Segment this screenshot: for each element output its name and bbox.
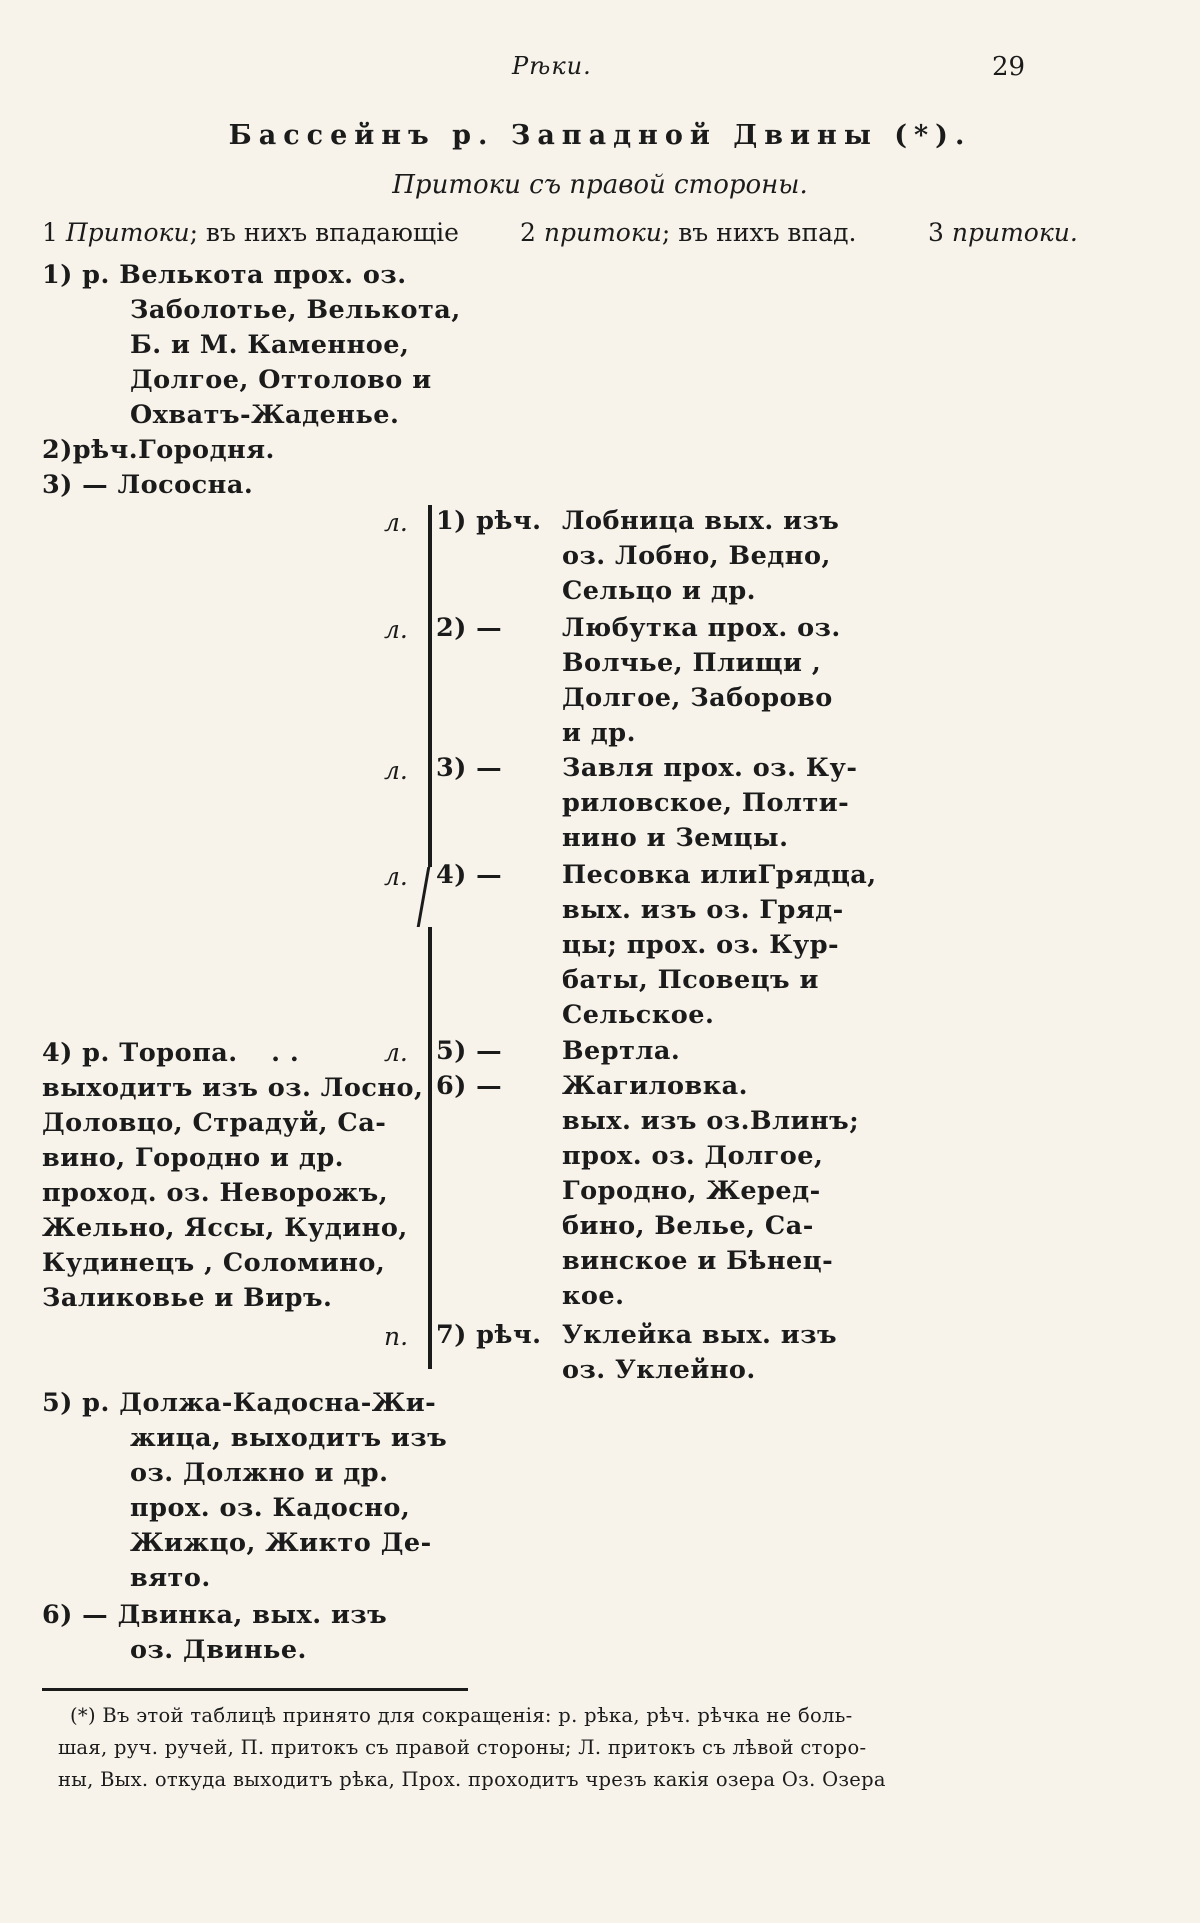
column-header-1: 1 Притоки; въ нихъ впадающіе bbox=[42, 218, 459, 247]
entry-line: Кудинецъ , Соломино, bbox=[42, 1248, 386, 1278]
entry-line: Лобница вых. изъ bbox=[562, 506, 840, 536]
sub-tributary-1 bbox=[562, 504, 839, 609]
entry-line: оз. Двинье. bbox=[130, 1635, 307, 1665]
sub-tributary-4 bbox=[562, 858, 877, 1033]
entry-line: проход. оз. Неворожъ, bbox=[42, 1178, 389, 1208]
footnote-line: (*) Въ этой таблицѣ принято для сокращенія: р. рѣка, рѣч. рѣчка не боль- bbox=[70, 1704, 853, 1727]
side-marker: л. bbox=[384, 1038, 408, 1067]
entry-line: выходитъ изъ оз. Лосно, bbox=[42, 1073, 424, 1103]
side-marker: л. bbox=[384, 862, 408, 891]
sub-number: 5) — bbox=[436, 1036, 503, 1066]
sub-number: 4) — bbox=[436, 860, 503, 890]
entry-line: Песовка илиГрядца, bbox=[562, 860, 877, 890]
tributary-3 bbox=[42, 468, 253, 503]
page-title: Бассейнъ р. Западной Двины (*). bbox=[228, 120, 972, 151]
entry-line: оз. Уклейно. bbox=[562, 1355, 756, 1385]
brace-line bbox=[428, 927, 432, 1369]
entry-line: Жижцо, Жикто Де- bbox=[130, 1528, 432, 1558]
entry-line: оз. Должно и др. bbox=[130, 1458, 389, 1488]
entry-line: кое. bbox=[562, 1281, 625, 1311]
entry-line: винское и Бѣнец- bbox=[562, 1246, 834, 1276]
entry-line: Жагиловка. bbox=[562, 1071, 749, 1101]
entry-line: вых. изъ оз. Гряд- bbox=[562, 895, 844, 925]
entry-line: нино и Земцы. bbox=[562, 823, 789, 853]
entry-line: Вертла. bbox=[562, 1036, 681, 1066]
entry-line: Сельцо и др. bbox=[562, 576, 757, 606]
footnote-line: шая, руч. ручей, П. притокъ съ правой стороны; Л. притокъ съ лѣвой сторо- bbox=[58, 1736, 867, 1759]
tributary-2 bbox=[42, 433, 275, 468]
entry-line: Сельское. bbox=[562, 1000, 715, 1030]
sub-tributary-7 bbox=[562, 1318, 837, 1388]
entry-line: бино, Велье, Са- bbox=[562, 1211, 814, 1241]
entry-line: Волчье, Плищи , bbox=[562, 648, 822, 678]
entry-line: 2)рѣч.Городня. bbox=[42, 435, 275, 465]
entry-line: Уклейка вых. изъ bbox=[562, 1320, 838, 1350]
page-number: 29 bbox=[992, 52, 1026, 82]
entry-line: Охватъ-Жаденье. bbox=[130, 400, 400, 430]
sub-tributary-6 bbox=[562, 1069, 859, 1314]
entry-line: Городно, Жеред- bbox=[562, 1176, 821, 1206]
tributary-4 bbox=[42, 1036, 423, 1316]
footnote bbox=[58, 1700, 886, 1796]
entry-line: Любутка прох. оз. bbox=[562, 613, 841, 643]
side-marker: л. bbox=[384, 615, 408, 644]
column-header-2: 2 притоки; въ нихъ впад. bbox=[520, 218, 857, 247]
entry-line: 5) р. Должа-Кадосна-Жи- bbox=[42, 1388, 437, 1418]
tributary-5 bbox=[42, 1386, 447, 1596]
brace-line bbox=[417, 867, 431, 927]
sub-tributary-5 bbox=[562, 1034, 680, 1069]
sub-number: 6) — bbox=[436, 1071, 503, 1101]
side-marker: л. bbox=[384, 508, 408, 537]
entry-line: Жельно, Яссы, Кудино, bbox=[42, 1213, 408, 1243]
brace-line bbox=[428, 505, 432, 867]
entry-line: Заликовье и Виръ. bbox=[42, 1283, 333, 1313]
entry-line: Доловцо, Страдуй, Са- bbox=[42, 1108, 387, 1138]
page-subtitle: Притоки съ правой стороны. bbox=[392, 170, 808, 200]
entry-line: Б. и М. Каменное, bbox=[130, 330, 410, 360]
entry-line: Заболотье, Велькота, bbox=[130, 295, 461, 325]
sub-tributary-3 bbox=[562, 751, 857, 856]
column-header-3: 3 притоки. bbox=[928, 218, 1078, 247]
entry-line: 1) р. Велькота прох. оз. bbox=[42, 260, 407, 290]
tributary-1 bbox=[42, 258, 461, 433]
entry-line: цы; прох. оз. Кур- bbox=[562, 930, 840, 960]
entry-line: 3) — Лососна. bbox=[42, 470, 254, 500]
sub-tributary-2 bbox=[562, 611, 841, 751]
tributary-6 bbox=[42, 1598, 387, 1668]
sub-number: 7) рѣч. bbox=[436, 1320, 542, 1350]
entry-line: риловское, Полти- bbox=[562, 788, 850, 818]
entry-line: жица, выходитъ изъ bbox=[130, 1423, 448, 1453]
sub-number: 2) — bbox=[436, 613, 503, 643]
entry-line: вино, Городно и др. bbox=[42, 1143, 345, 1173]
entry-line: оз. Лобно, Ведно, bbox=[562, 541, 831, 571]
footnote-line: ны, Вых. откуда выходитъ рѣка, Прох. проходитъ чрезъ какія озера Оз. Озера bbox=[58, 1768, 886, 1791]
entry-line: 4) р. Торопа. . . bbox=[42, 1038, 300, 1068]
entry-line: 6) — Двинка, вых. изъ bbox=[42, 1600, 388, 1630]
entry-line: баты, Псовецъ и bbox=[562, 965, 819, 995]
sub-number: 3) — bbox=[436, 753, 503, 783]
footnote-rule bbox=[42, 1688, 468, 1691]
sub-number: 1) рѣч. bbox=[436, 506, 542, 536]
entry-line: прох. оз. Долгое, bbox=[562, 1141, 824, 1171]
entry-line: Долгое, Заборово bbox=[562, 683, 833, 713]
running-title: Рѣки. bbox=[512, 52, 592, 80]
side-marker: п. bbox=[384, 1322, 409, 1351]
entry-line: и др. bbox=[562, 718, 636, 748]
entry-line: вято. bbox=[130, 1563, 211, 1593]
entry-line: вых. изъ оз.Влинъ; bbox=[562, 1106, 860, 1136]
side-marker: л. bbox=[384, 756, 408, 785]
entry-line: Долгое, Оттолово и bbox=[130, 365, 432, 395]
entry-line: Завля прох. оз. Ку- bbox=[562, 753, 858, 783]
entry-line: прох. оз. Кадосно, bbox=[130, 1493, 411, 1523]
